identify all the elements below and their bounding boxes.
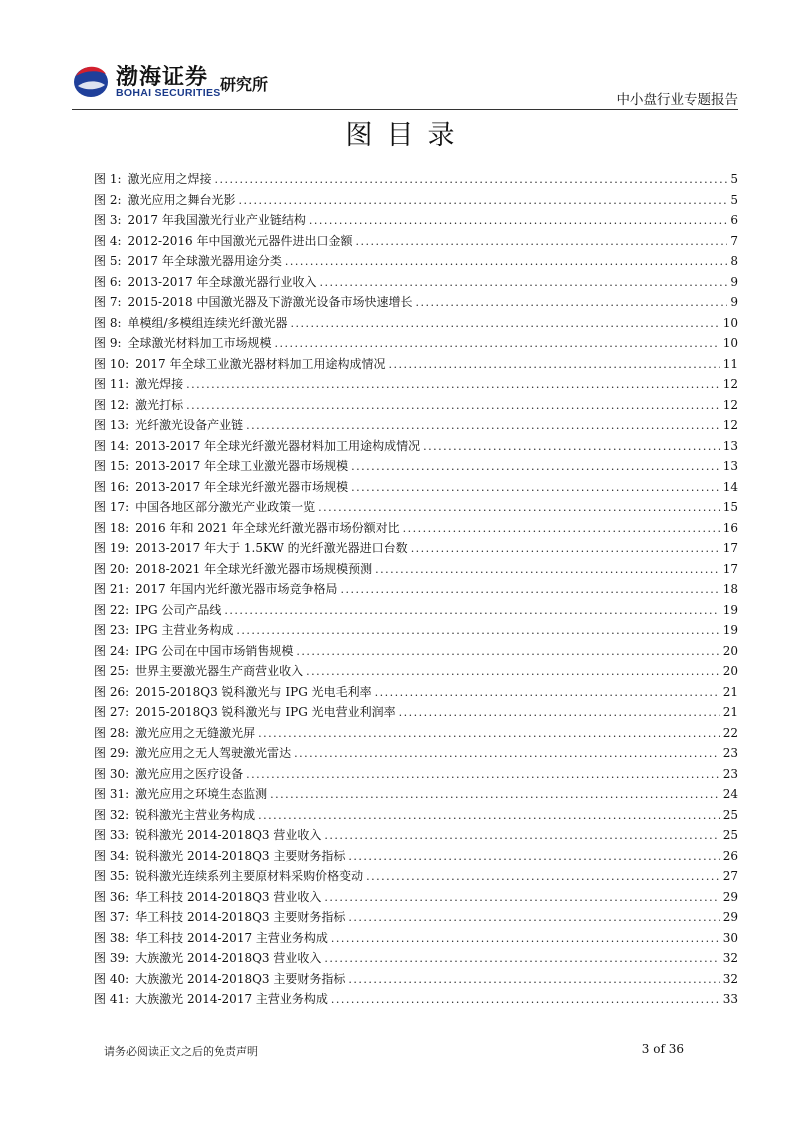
toc-leader-dots: [423, 440, 720, 453]
toc-figure-title: 激光应用之无缝激光屏: [135, 725, 256, 740]
toc-figure-title: 激光打标: [135, 397, 184, 412]
toc-leader-dots: [348, 911, 719, 924]
toc-figure-title: 2015-2018Q3 锐科激光与 IPG 光电毛利率: [135, 684, 372, 699]
toc-figure-label: 图 6:: [94, 274, 122, 289]
toc-figure-title: 激光应用之医疗设备: [135, 766, 244, 781]
toc-leader-dots: [236, 624, 719, 637]
toc-leader-dots: [341, 583, 720, 596]
toc-leader-dots: [324, 829, 719, 842]
toc-page-number: 20: [722, 643, 738, 658]
toc-figure-label: 图 13:: [94, 418, 130, 432]
toc-figure-label: 图 3:: [94, 213, 122, 227]
logo-english-name: BOHAI SECURITIES: [116, 87, 221, 99]
toc-figure-title: 华工科技 2014-2017 主营业务构成: [135, 930, 328, 945]
toc-leader-dots: [324, 952, 719, 965]
disclaimer-note: 请务必阅读正文之后的免责声明: [104, 1045, 258, 1058]
toc-entry[interactable]: [94, 724, 738, 745]
toc-page-number: 21: [722, 684, 738, 699]
toc-entry[interactable]: [94, 560, 738, 581]
toc-entry[interactable]: [94, 642, 738, 663]
toc-entry[interactable]: [94, 990, 738, 1011]
toc-page-number: 5: [730, 192, 738, 207]
toc-page-number: 24: [722, 787, 738, 801]
toc-figure-title: 2013-2017 年大于 1.5KW 的光纤激光器进口台数: [135, 541, 408, 555]
toc-figure-title: 中国各地区部分激光产业政策一览: [135, 500, 316, 514]
toc-figure-label: 图 15:: [94, 459, 130, 473]
toc-figure-title: 2016 年和 2021 年全球光纤激光器市场份额对比: [135, 520, 400, 535]
toc-figure-label: 图 37:: [94, 910, 130, 924]
toc-entry[interactable]: [94, 888, 738, 909]
toc-page-number: 13: [722, 438, 738, 453]
toc-entry[interactable]: [94, 703, 738, 724]
toc-figure-label: 图 23:: [94, 623, 130, 637]
toc-page-number: 17: [722, 561, 738, 576]
toc-page-number: 10: [722, 315, 738, 330]
toc-figure-title: 2013-2017 年全球光纤激光器材料加工用途构成情况: [135, 438, 421, 453]
toc-figure-title: IPG 公司产品线: [135, 602, 222, 617]
toc-page-number: 13: [722, 459, 738, 473]
toc-figure-title: 光纤激光设备产业链: [135, 418, 244, 432]
toc-entry[interactable]: [94, 662, 738, 683]
toc-figure-label: 图 1:: [94, 172, 122, 186]
toc-page-number: 25: [722, 807, 738, 822]
toc-page-number: 8: [730, 254, 738, 268]
toc-leader-dots: [186, 378, 720, 391]
toc-entry[interactable]: [94, 375, 738, 396]
toc-figure-title: 锐科激光连续系列主要原材料采购价格变动: [135, 869, 364, 883]
toc-figure-label: 图 14:: [94, 438, 130, 453]
toc-leader-dots: [246, 419, 720, 432]
toc-figure-label: 图 38:: [94, 930, 130, 945]
toc-leader-dots: [403, 522, 720, 535]
toc-entry[interactable]: [94, 847, 738, 868]
toc-figure-label: 图 24:: [94, 643, 130, 658]
toc-leader-dots: [318, 501, 720, 514]
toc-entry[interactable]: [94, 478, 738, 499]
toc-leader-dots: [306, 665, 720, 678]
toc-figure-title: 2013-2017 年全球光纤激光器市场规模: [135, 479, 349, 494]
toc-figure-label: 图 26:: [94, 684, 130, 699]
toc-page-number: 12: [722, 397, 738, 412]
toc-page-number: 15: [722, 500, 738, 514]
toc-page-number: 32: [722, 971, 738, 986]
toc-entry[interactable]: [94, 519, 738, 540]
toc-leader-dots: [324, 891, 719, 904]
toc-figure-label: 图 2:: [94, 192, 122, 207]
toc-page-number: 32: [722, 951, 738, 965]
toc-leader-dots: [319, 276, 727, 289]
toc-figure-label: 图 17:: [94, 500, 130, 514]
bohai-logo-icon: [72, 60, 110, 100]
toc-entry[interactable]: [94, 949, 738, 970]
toc-figure-label: 图 27:: [94, 705, 130, 719]
toc-figure-title: 单模组/多模组连续光纤激光器: [127, 315, 288, 330]
bohai-securities-logo: [72, 58, 372, 104]
toc-figure-label: 图 31:: [94, 787, 130, 801]
toc-figure-label: 图 29:: [94, 746, 130, 760]
toc-entry[interactable]: [94, 498, 738, 519]
toc-figure-title: 锐科激光 2014-2018Q3 营业收入: [135, 828, 322, 842]
toc-entry[interactable]: [94, 314, 738, 335]
toc-page-number: 23: [722, 766, 738, 781]
toc-page-number: 12: [722, 377, 738, 391]
toc-figure-label: 图 20:: [94, 561, 130, 576]
page-title: 图目录: [345, 120, 469, 151]
toc-leader-dots: [331, 932, 720, 945]
toc-leader-dots: [224, 604, 719, 617]
toc-leader-dots: [285, 255, 728, 268]
toc-figure-label: 图 22:: [94, 602, 130, 617]
page-header: [72, 58, 738, 110]
toc-entry[interactable]: [94, 929, 738, 950]
toc-page-number: 23: [722, 746, 738, 760]
toc-figure-label: 图 18:: [94, 520, 130, 535]
toc-figure-title: 2013-2017 年全球激光器行业收入: [127, 274, 317, 289]
toc-figure-title: 大族激光 2014-2018Q3 主要财务指标: [135, 971, 346, 986]
toc-figure-title: 世界主要激光器生产商营业收入: [135, 664, 304, 678]
toc-figure-title: IPG 公司在中国市场销售规模: [135, 643, 294, 658]
toc-entry[interactable]: [94, 785, 738, 806]
toc-entry[interactable]: [94, 457, 738, 478]
toc-figure-title: 激光焊接: [135, 377, 184, 391]
toc-entry[interactable]: [94, 437, 738, 458]
toc-figure-title: 2012-2016 年中国激光元器件进出口金额: [127, 233, 353, 248]
toc-page-number: 30: [722, 930, 738, 945]
toc-entry[interactable]: [94, 273, 738, 294]
toc-leader-dots: [275, 337, 720, 350]
toc-figure-label: 图 40:: [94, 971, 130, 986]
toc-figure-title: IPG 主营业务构成: [135, 623, 234, 637]
toc-figure-title: 2013-2017 年全球工业激光器市场规模: [135, 459, 349, 473]
figure-list: [94, 170, 738, 1011]
toc-leader-dots: [294, 747, 720, 760]
report-type: 中小盘行业专题报告: [616, 92, 738, 108]
toc-page-number: 20: [722, 664, 738, 678]
toc-page-number: 9: [730, 274, 738, 289]
toc-figure-title: 2017 年国内光纤激光器市场竞争格局: [135, 582, 338, 596]
toc-entry[interactable]: [94, 416, 738, 437]
toc-figure-title: 2015-2018 中国激光器及下游激光设备市场快速增长: [127, 295, 413, 309]
toc-page-number: 9: [730, 295, 738, 309]
toc-entry[interactable]: [94, 621, 738, 642]
toc-page-number: 5: [730, 172, 738, 186]
toc-leader-dots: [355, 235, 727, 248]
toc-leader-dots: [375, 563, 720, 576]
toc-figure-title: 大族激光 2014-2017 主营业务构成: [135, 992, 328, 1006]
toc-figure-label: 图 4:: [94, 233, 122, 248]
toc-figure-label: 图 8:: [94, 315, 122, 330]
toc-figure-title: 激光应用之无人驾驶激光雷达: [135, 746, 292, 760]
toc-figure-label: 图 33:: [94, 828, 130, 842]
toc-page-number: 17: [722, 541, 738, 555]
toc-entry[interactable]: [94, 580, 738, 601]
toc-figure-label: 图 16:: [94, 479, 130, 494]
toc-figure-title: 2017 年全球激光器用途分类: [127, 254, 282, 268]
toc-figure-title: 激光应用之舞台光影: [127, 192, 236, 207]
toc-figure-title: 2018-2021 年全球光纤激光器市场规模预测: [135, 561, 373, 576]
institute-name: 研究所: [220, 75, 269, 94]
toc-entry[interactable]: [94, 867, 738, 888]
toc-figure-label: 图 25:: [94, 664, 130, 678]
toc-leader-dots: [411, 542, 720, 555]
toc-page-number: 6: [730, 213, 738, 227]
toc-page-number: 29: [722, 910, 738, 924]
toc-leader-dots: [399, 706, 720, 719]
toc-leader-dots: [258, 809, 720, 822]
toc-entry[interactable]: [94, 334, 738, 355]
toc-page-number: 27: [722, 869, 738, 883]
toc-figure-label: 图 11:: [94, 377, 130, 391]
toc-figure-label: 图 7:: [94, 295, 122, 309]
toc-entry[interactable]: [94, 601, 738, 622]
toc-page-number: 10: [722, 336, 738, 350]
toc-entry[interactable]: [94, 765, 738, 786]
toc-entry[interactable]: [94, 355, 738, 376]
toc-entry[interactable]: [94, 191, 738, 212]
toc-page-number: 12: [722, 418, 738, 432]
toc-figure-label: 图 36:: [94, 889, 130, 904]
toc-figure-title: 大族激光 2014-2018Q3 营业收入: [135, 951, 322, 965]
toc-page-number: 22: [722, 725, 738, 740]
toc-entry[interactable]: [94, 539, 738, 560]
header-divider: [72, 109, 738, 110]
toc-figure-label: 图 21:: [94, 582, 130, 596]
toc-entry[interactable]: [94, 232, 738, 253]
toc-entry[interactable]: [94, 396, 738, 417]
toc-figure-title: 激光应用之焊接: [127, 172, 212, 186]
toc-leader-dots: [239, 194, 728, 207]
toc-page-number: 19: [722, 602, 738, 617]
toc-page-number: 14: [722, 479, 738, 494]
toc-entry[interactable]: [94, 908, 738, 929]
toc-page-number: 11: [722, 356, 738, 371]
toc-entry[interactable]: [94, 170, 738, 191]
toc-figure-title: 2015-2018Q3 锐科激光与 IPG 光电营业利润率: [135, 705, 396, 719]
toc-page-number: 19: [722, 623, 738, 637]
toc-page-number: 26: [722, 848, 738, 863]
toc-page-number: 33: [722, 992, 738, 1006]
toc-figure-title: 2017 年我国激光行业产业链结构: [127, 213, 306, 227]
toc-figure-label: 图 32:: [94, 807, 130, 822]
toc-leader-dots: [348, 973, 719, 986]
toc-figure-title: 华工科技 2014-2018Q3 营业收入: [135, 889, 322, 904]
toc-entry[interactable]: [94, 293, 738, 314]
toc-entry[interactable]: [94, 970, 738, 991]
toc-figure-label: 图 28:: [94, 725, 130, 740]
toc-leader-dots: [258, 727, 720, 740]
toc-leader-dots: [351, 481, 720, 494]
toc-entry[interactable]: [94, 683, 738, 704]
toc-entry[interactable]: [94, 211, 738, 232]
toc-figure-label: 图 39:: [94, 951, 130, 965]
toc-figure-label: 图 9:: [94, 336, 122, 350]
toc-page-number: 18: [722, 582, 738, 596]
toc-figure-title: 锐科激光 2014-2018Q3 主要财务指标: [135, 848, 346, 863]
toc-page-number: 7: [730, 233, 738, 248]
toc-leader-dots: [375, 686, 720, 699]
toc-page-number: 25: [722, 828, 738, 842]
toc-figure-label: 图 35:: [94, 869, 130, 883]
toc-figure-label: 图 34:: [94, 848, 130, 863]
toc-leader-dots: [215, 173, 728, 186]
toc-leader-dots: [348, 850, 719, 863]
toc-figure-title: 华工科技 2014-2018Q3 主要财务指标: [135, 910, 346, 924]
toc-figure-label: 图 30:: [94, 766, 130, 781]
toc-figure-label: 图 41:: [94, 992, 130, 1006]
toc-page-number: 16: [722, 520, 738, 535]
toc-entry[interactable]: [94, 806, 738, 827]
page-indicator: 3 of 36: [641, 1042, 684, 1056]
toc-entry[interactable]: [94, 744, 738, 765]
toc-figure-title: 激光应用之环境生态监测: [135, 787, 268, 801]
logo-chinese-name: 渤海证券: [116, 65, 209, 90]
toc-entry[interactable]: [94, 826, 738, 847]
toc-leader-dots: [309, 214, 728, 227]
toc-figure-title: 锐科激光主营业务构成: [135, 807, 256, 822]
toc-leader-dots: [186, 399, 720, 412]
toc-page-number: 21: [722, 705, 738, 719]
toc-figure-label: 图 12:: [94, 397, 130, 412]
toc-figure-label: 图 5:: [94, 254, 122, 268]
toc-leader-dots: [389, 358, 720, 371]
toc-figure-label: 图 19:: [94, 541, 130, 555]
toc-leader-dots: [351, 460, 720, 473]
toc-leader-dots: [331, 993, 720, 1006]
toc-leader-dots: [291, 317, 720, 330]
toc-figure-label: 图 10:: [94, 356, 130, 371]
toc-leader-dots: [366, 870, 720, 883]
toc-leader-dots: [270, 788, 720, 801]
toc-leader-dots: [415, 296, 727, 309]
toc-figure-title: 2017 年全球工业激光器材料加工用途构成情况: [135, 356, 386, 371]
toc-leader-dots: [296, 645, 719, 658]
toc-page-number: 29: [722, 889, 738, 904]
toc-entry[interactable]: [94, 252, 738, 273]
toc-leader-dots: [246, 768, 720, 781]
toc-figure-title: 全球激光材料加工市场规模: [127, 336, 272, 350]
